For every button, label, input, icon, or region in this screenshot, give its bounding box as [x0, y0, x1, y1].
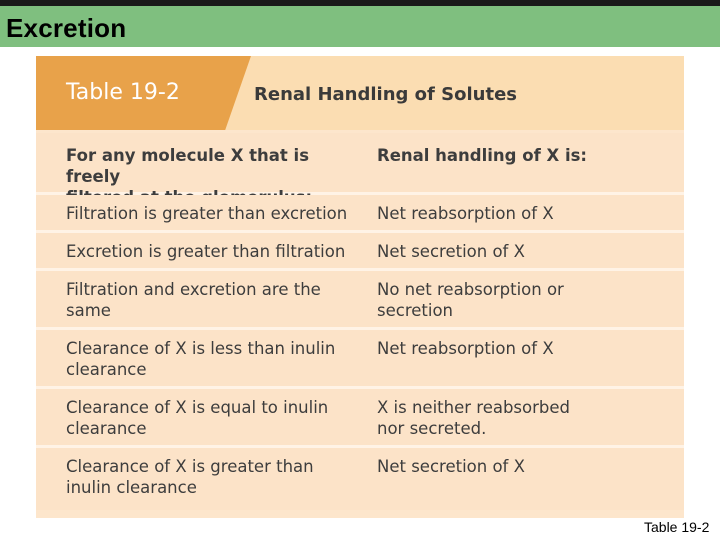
row-handling: Net secretion of X: [377, 457, 525, 476]
table-number: Table 19-2: [66, 80, 180, 105]
footer-table-reference: Table 19-2: [644, 519, 710, 535]
row-condition: Clearance of X is equal to inulin: [66, 398, 329, 417]
row-condition: Clearance of X is less than inulin: [66, 339, 336, 358]
table-header-band: [36, 56, 684, 130]
table-row: [36, 448, 684, 510]
row-condition-cont: clearance: [66, 360, 147, 379]
row-handling: Net reabsorption of X: [377, 339, 554, 358]
table-row: [36, 195, 684, 233]
row-handling: Net secretion of X: [377, 242, 525, 261]
table-body: [36, 133, 684, 510]
row-condition-cont: inulin clearance: [66, 478, 197, 497]
slide-title: Excretion: [6, 13, 127, 43]
row-condition: Clearance of X is greater than: [66, 457, 314, 476]
title-bar: [0, 6, 720, 47]
col2-header: [377, 145, 677, 166]
table-row: [36, 233, 684, 271]
row-handling: Net reabsorption of X: [377, 204, 554, 223]
row-handling-cont: nor secreted.: [377, 419, 487, 438]
table-column-header: [36, 133, 684, 195]
row-handling: No net reabsorption or: [377, 280, 564, 299]
row-condition: Filtration and excretion are the: [66, 280, 321, 299]
table-figure: [36, 56, 684, 518]
table-caption: Renal Handling of Solutes: [254, 84, 517, 105]
table-row: [36, 389, 684, 448]
row-condition-cont: clearance: [66, 419, 147, 438]
row-condition: Filtration is greater than excretion: [66, 204, 348, 223]
row-handling-cont: secretion: [377, 301, 453, 320]
row-condition: Excretion is greater than filtration: [66, 242, 346, 261]
row-handling: X is neither reabsorbed: [377, 398, 571, 417]
col2-header-line1: Renal handling of X is:: [377, 146, 588, 165]
col1-header-line1: For any molecule X that is freely: [66, 146, 310, 186]
table-row: [36, 271, 684, 330]
row-condition-cont: same: [66, 301, 111, 320]
table-row: [36, 330, 684, 389]
